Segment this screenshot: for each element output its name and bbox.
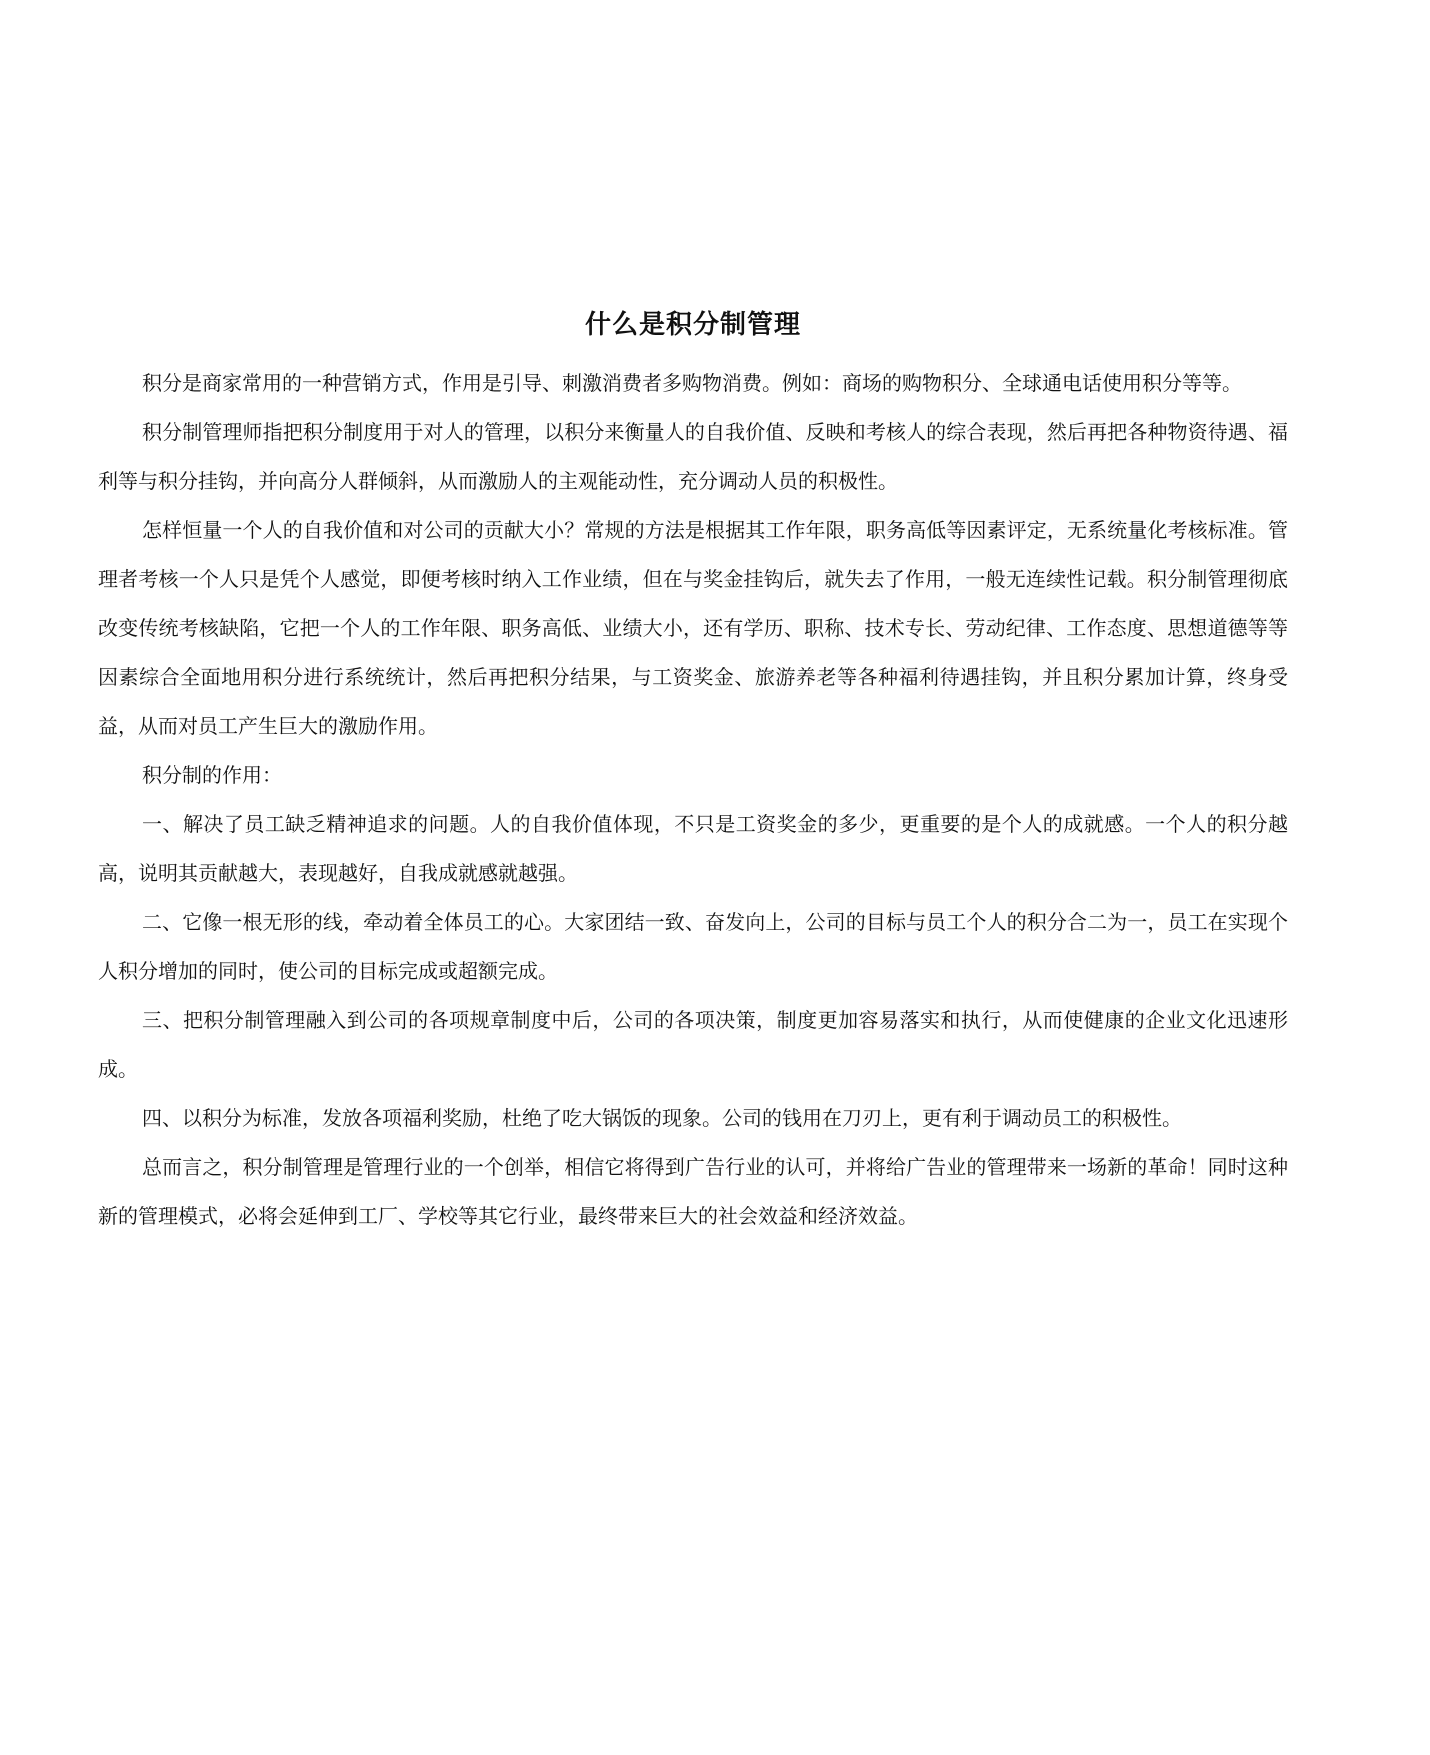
- paragraph-conclusion: 总而言之，积分制管理是管理行业的一个创举，相信它将得到广告行业的认可，并将给广告业的管理带来一场新的革命！同时这种新的管理模式，必将会延伸到工厂、学校等其它行业，最终带来巨大的社会效益和经济效益。: [98, 1155, 1288, 1228]
- paragraph-definition: 积分制管理师指把积分制度用于对人的管理，以积分来衡量人的自我价值、反映和考核人的综合表现，然后再把各种物资待遇、福利等与积分挂钩，并向高分人群倾斜，从而激励人的主观能动性，充分调动人员的积极性。: [98, 420, 1288, 493]
- paragraph-measurement: 怎样恒量一个人的自我价值和对公司的贡献大小？常规的方法是根据其工作年限，职务高低等因素评定，无系统量化考核标准。管理者考核一个人只是凭个人感觉，即便考核时纳入工作业绩，但在与奖金挂钩后，就失去了作用，一般无连续性记载。积分制管理彻底改变传统考核缺陷，它把一个人的工作年限、职务高低、业绩大小，还有学历、职称、技术专长、劳动纪律、工作态度、思想道德等等因素综合全面地用积分进行系统统计，然后再把积分结果，与工资奖金、旅游养老等各种福利待遇挂钩，并且积分累加计算，终身受益，从而对员工产生巨大的激励作用。: [98, 518, 1288, 738]
- paragraph-function-4: 四、以积分为标准，发放各项福利奖励，杜绝了吃大锅饭的现象。公司的钱用在刀刃上，更有利于调动员工的积极性。: [142, 1106, 1182, 1130]
- paragraph-functions-heading: 积分制的作用：: [142, 763, 282, 787]
- document-title: 什么是积分制管理: [584, 310, 801, 340]
- document-body: [98, 305, 1288, 1241]
- paragraph-intro: 积分是商家常用的一种营销方式，作用是引导、刺激消费者多购物消费。例如：商场的购物积分、全球通电话使用积分等等。: [142, 371, 1242, 395]
- paragraph-function-3: 三、把积分制管理融入到公司的各项规章制度中后，公司的各项决策，制度更加容易落实和执行，从而使健康的企业文化迅速形成。: [98, 1008, 1288, 1081]
- paragraph-function-2: 二、它像一根无形的线，牵动着全体员工的心。大家团结一致、奋发向上，公司的目标与员工个人的积分合二为一，员工在实现个人积分增加的同时，使公司的目标完成或超额完成。: [98, 910, 1288, 983]
- paragraph-function-1: 一、解决了员工缺乏精神追求的问题。人的自我价值体现，不只是工资奖金的多少，更重要的是个人的成就感。一个人的积分越高，说明其贡献越大，表现越好，自我成就感就越强。: [98, 812, 1288, 885]
